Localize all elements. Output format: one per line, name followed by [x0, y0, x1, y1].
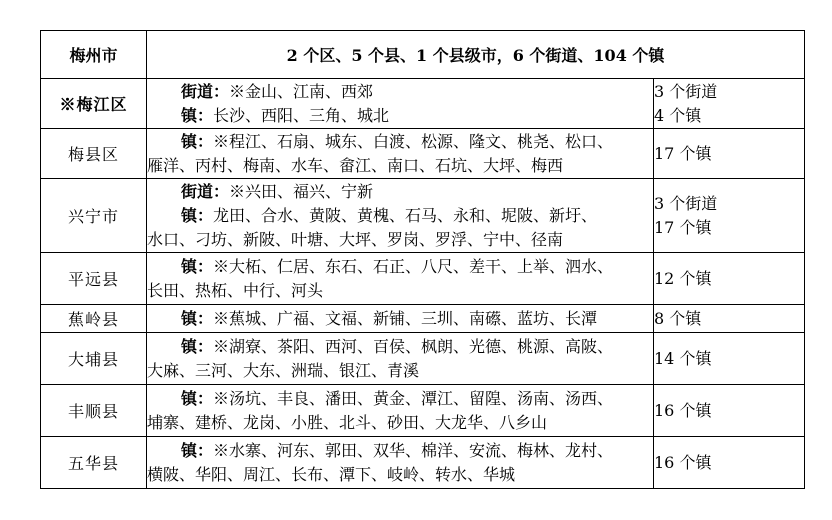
district-content: 镇：※蕉城、广福、文福、新铺、三圳、南礤、蓝坊、长潭	[147, 305, 654, 333]
header-row	[41, 31, 805, 79]
table-row	[41, 79, 805, 129]
district-content: 镇：※程江、石扇、城东、白渡、松源、隆文、桃尧、松口、 雁洋、丙村、梅南、水车、畲江、南口、石坑、大坪、梅西	[147, 129, 654, 179]
table-row	[41, 385, 805, 437]
district-count: 14 个镇	[654, 333, 805, 385]
district-name: 兴宁市	[41, 179, 147, 253]
district-count: 12 个镇	[654, 253, 805, 305]
district-name: ※梅江区	[41, 79, 147, 129]
district-count: 16 个镇	[654, 385, 805, 437]
table-row	[41, 437, 805, 489]
table-row	[41, 253, 805, 305]
district-name: 五华县	[41, 437, 147, 489]
meijiang-towns: 长沙、西阳、三角、城北	[213, 105, 390, 125]
district-content: 街道：※兴田、福兴、宁新 镇：龙田、合水、黄陂、黄槐、石马、永和、坭陂、新圩、 水口、刁坊、新陂、叶塘、大坪、罗岗、罗浮、宁中、径南	[147, 179, 654, 253]
table-row	[41, 129, 805, 179]
district-name: 平远县	[41, 253, 147, 305]
district-content: 镇：※大柘、仁居、东石、石正、八尺、差干、上举、泗水、 长田、热柘、中行、河头	[147, 253, 654, 305]
district-content: 街道：※金山、江南、西郊 镇：长沙、西阳、三角、城北	[147, 79, 654, 129]
header-city: 梅州市	[41, 31, 147, 79]
district-count: 16 个镇	[654, 437, 805, 489]
district-count: 3 个街道 17 个镇	[654, 179, 805, 253]
district-content: 镇：※汤坑、丰良、潘田、黄金、潭江、留隍、汤南、汤西、 埔寨、建桥、龙岗、小胜、北斗、砂田、大龙华、八乡山	[147, 385, 654, 437]
district-content: 镇：※水寨、河东、郭田、双华、棉洋、安流、梅林、龙村、 横陂、华阳、周江、长布、潭下、岐岭、转水、华城	[147, 437, 654, 489]
table-row	[41, 333, 805, 385]
table-row	[41, 179, 805, 253]
district-count: 8 个镇	[654, 305, 805, 333]
district-content: 镇：※湖寮、茶阳、西河、百侯、枫朗、光德、桃源、高陂、 大麻、三河、大东、洲瑞、银江、青溪	[147, 333, 654, 385]
district-count: 17 个镇	[654, 129, 805, 179]
district-name: 蕉岭县	[41, 305, 147, 333]
table-row	[41, 305, 805, 333]
district-name: 丰顺县	[41, 385, 147, 437]
admin-division-table	[40, 30, 805, 489]
header-summary: 2 个区、5 个县、1 个县级市，6 个街道、104 个镇	[147, 31, 805, 79]
district-count: 3 个街道 4 个镇	[654, 79, 805, 129]
district-name: 大埔县	[41, 333, 147, 385]
district-name: 梅县区	[41, 129, 147, 179]
